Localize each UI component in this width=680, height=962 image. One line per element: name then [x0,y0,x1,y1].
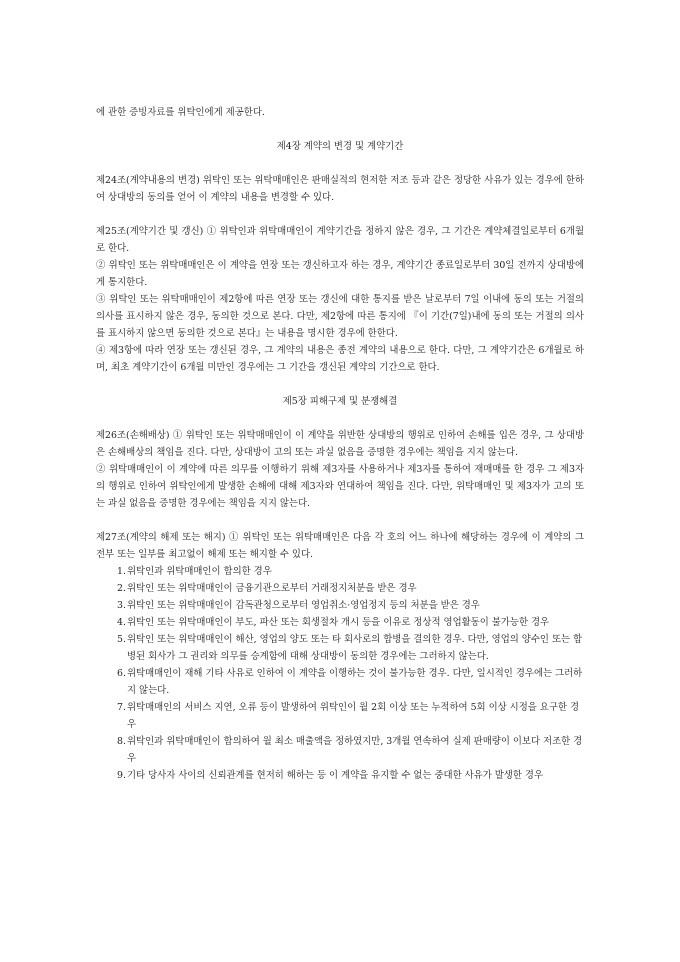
article-25-para-3: ③ 위탁인 또는 위탁매매인이 제2항에 따른 연장 또는 갱신에 대한 통지를 받은 날로부터 7일 이내에 동의 또는 거절의 의사를 표시하지 않은 경우, 동의한 것으로 본다. 다만, 제2항에 따른 통지에 『이 기간(7일)내에 동의 또는 거절의 의사를 표시하지 않으면 동의한 것으로 본다』는 내용을 명시한 경우에 한한다. [96,294,584,339]
list-item [96,563,584,580]
list-item [96,631,584,665]
article-25-para-4: ④ 제3항에 따라 연장 또는 갱신된 경우, 그 계약의 내용은 종전 계약의 내용으로 한다. 다만, 그 계약기간은 6개월로 하며, 최초 계약기간이 6개월 미만인 경우에는 그 기간을 갱신된 계약의 기간으로 한다. [96,345,584,373]
item-text: 위탁인 또는 위탁매매인이 감독관청으로부터 영업취소·영업정지 등의 처분을 받은 경우 [127,600,480,611]
article-24: 제24조(계약내용의 변경) 위탁인 또는 위탁매매인은 판매실적의 현저한 저조 등과 같은 정당한 사유가 있는 경우에 한하여 상대방의 동의를 얻어 이 계약의 내용을 변경할 수 있다. [96,175,584,203]
item-number: 1. [117,566,126,577]
item-text: 위탁인 또는 위탁매매인이 해산, 영업의 양도 또는 타 회사로의 합병을 결의한 경우. 다만, 영업의 양수인 또는 합병된 회사가 그 권리와 의무를 승계함에 대해 상대방이 동의한 경우에는 그러하지 않는다. [127,634,583,662]
article-25-para-2: ② 위탁인 또는 위탁매매인은 이 계약을 연장 또는 갱신하고자 하는 경우, 계약기간 종료일로부터 30일 전까지 상대방에게 통지한다. [96,260,584,288]
list-item [96,614,584,631]
item-text: 기타 당사자 사이의 신뢰관계를 현저히 해하는 등 이 계약을 유지할 수 없는 중대한 사유가 발생한 경우 [127,770,544,781]
item-text: 위탁인과 위탁매매인이 합의한 경우 [127,566,272,577]
list-item [96,767,584,784]
article-27-intro: 제27조(계약의 해제 또는 해지) ① 위탁인 또는 위탁매매인은 다음 각 호의 어느 하나에 해당하는 경우에 이 계약의 그 전부 또는 일부를 최고없이 해제 또는 해지할 수 있다. [96,532,584,560]
chapter-4-heading: 제4장 계약의 변경 및 계약기간 [276,141,404,152]
item-number: 7. [117,702,126,713]
list-item [96,580,584,597]
item-number: 4. [117,617,126,628]
item-number: 2. [117,583,126,594]
chapter-5-heading: 제5장 피해구제 및 분쟁해결 [282,396,398,407]
item-number: 5. [117,634,126,645]
list-item [96,665,584,699]
item-number: 8. [117,736,126,747]
intro-tail: 에 관한 증빙자료를 위탁인에게 제공한다. [96,107,265,118]
article-27-items [96,563,584,784]
item-text: 위탁인 또는 위탁매매인이 금융기관으로부터 거래정지처분을 받은 경우 [127,583,417,594]
article-26-para-2: ② 위탁매매인이 이 계약에 따른 의무를 이행하기 위해 제3자를 사용하거나 제3자를 통하여 재매매를 한 경우 그 제3자의 행위로 인하여 위탁인에게 발생한 손해에 대해 제3자와 연대하여 책임을 진다. 다만, 위탁매매인 및 제3자가 고의 또는 과실 없음을 증명한 경우에는 책임을 지지 않는다. [96,464,584,509]
item-text: 위탁매매인의 서비스 지연, 오류 등이 발생하여 위탁인이 월 2회 이상 또는 누적하여 5회 이상 시정을 요구한 경우 [127,702,580,730]
list-item [96,699,584,733]
article-26-para-1: 제26조(손해배상) ① 위탁인 또는 위탁매매인이 이 계약을 위반한 상대방의 행위로 인하여 손해를 입은 경우, 그 상대방은 손해배상의 책임을 진다. 다만, 상대방이 고의 또는 과실 없음을 증명한 경우에는 책임을 지지 않는다. [96,430,584,458]
article-25-para-1: 제25조(계약기간 및 갱신) ① 위탁인과 위탁매매인이 계약기간을 정하지 않은 경우, 그 기간은 계약체결일로부터 6개월로 한다. [96,226,584,254]
item-text: 위탁매매인이 재해 기타 사유로 인하여 이 계약을 이행하는 것이 불가능한 경우. 다만, 일시적인 경우에는 그러하지 않는다. [127,668,583,696]
list-item [96,733,584,767]
item-number: 9. [117,770,126,781]
item-text: 위탁인과 위탁매매인이 합의하여 월 최소 매출액을 정하였지만, 3개월 연속하여 실제 판매량이 이보다 저조한 경우 [127,736,583,764]
list-item [96,597,584,614]
item-number: 6. [117,668,126,679]
item-text: 위탁인 또는 위탁매매인이 부도, 파산 또는 회생절차 개시 등을 이유로 정상적 영업활동이 불가능한 경우 [127,617,550,628]
item-number: 3. [117,600,126,611]
